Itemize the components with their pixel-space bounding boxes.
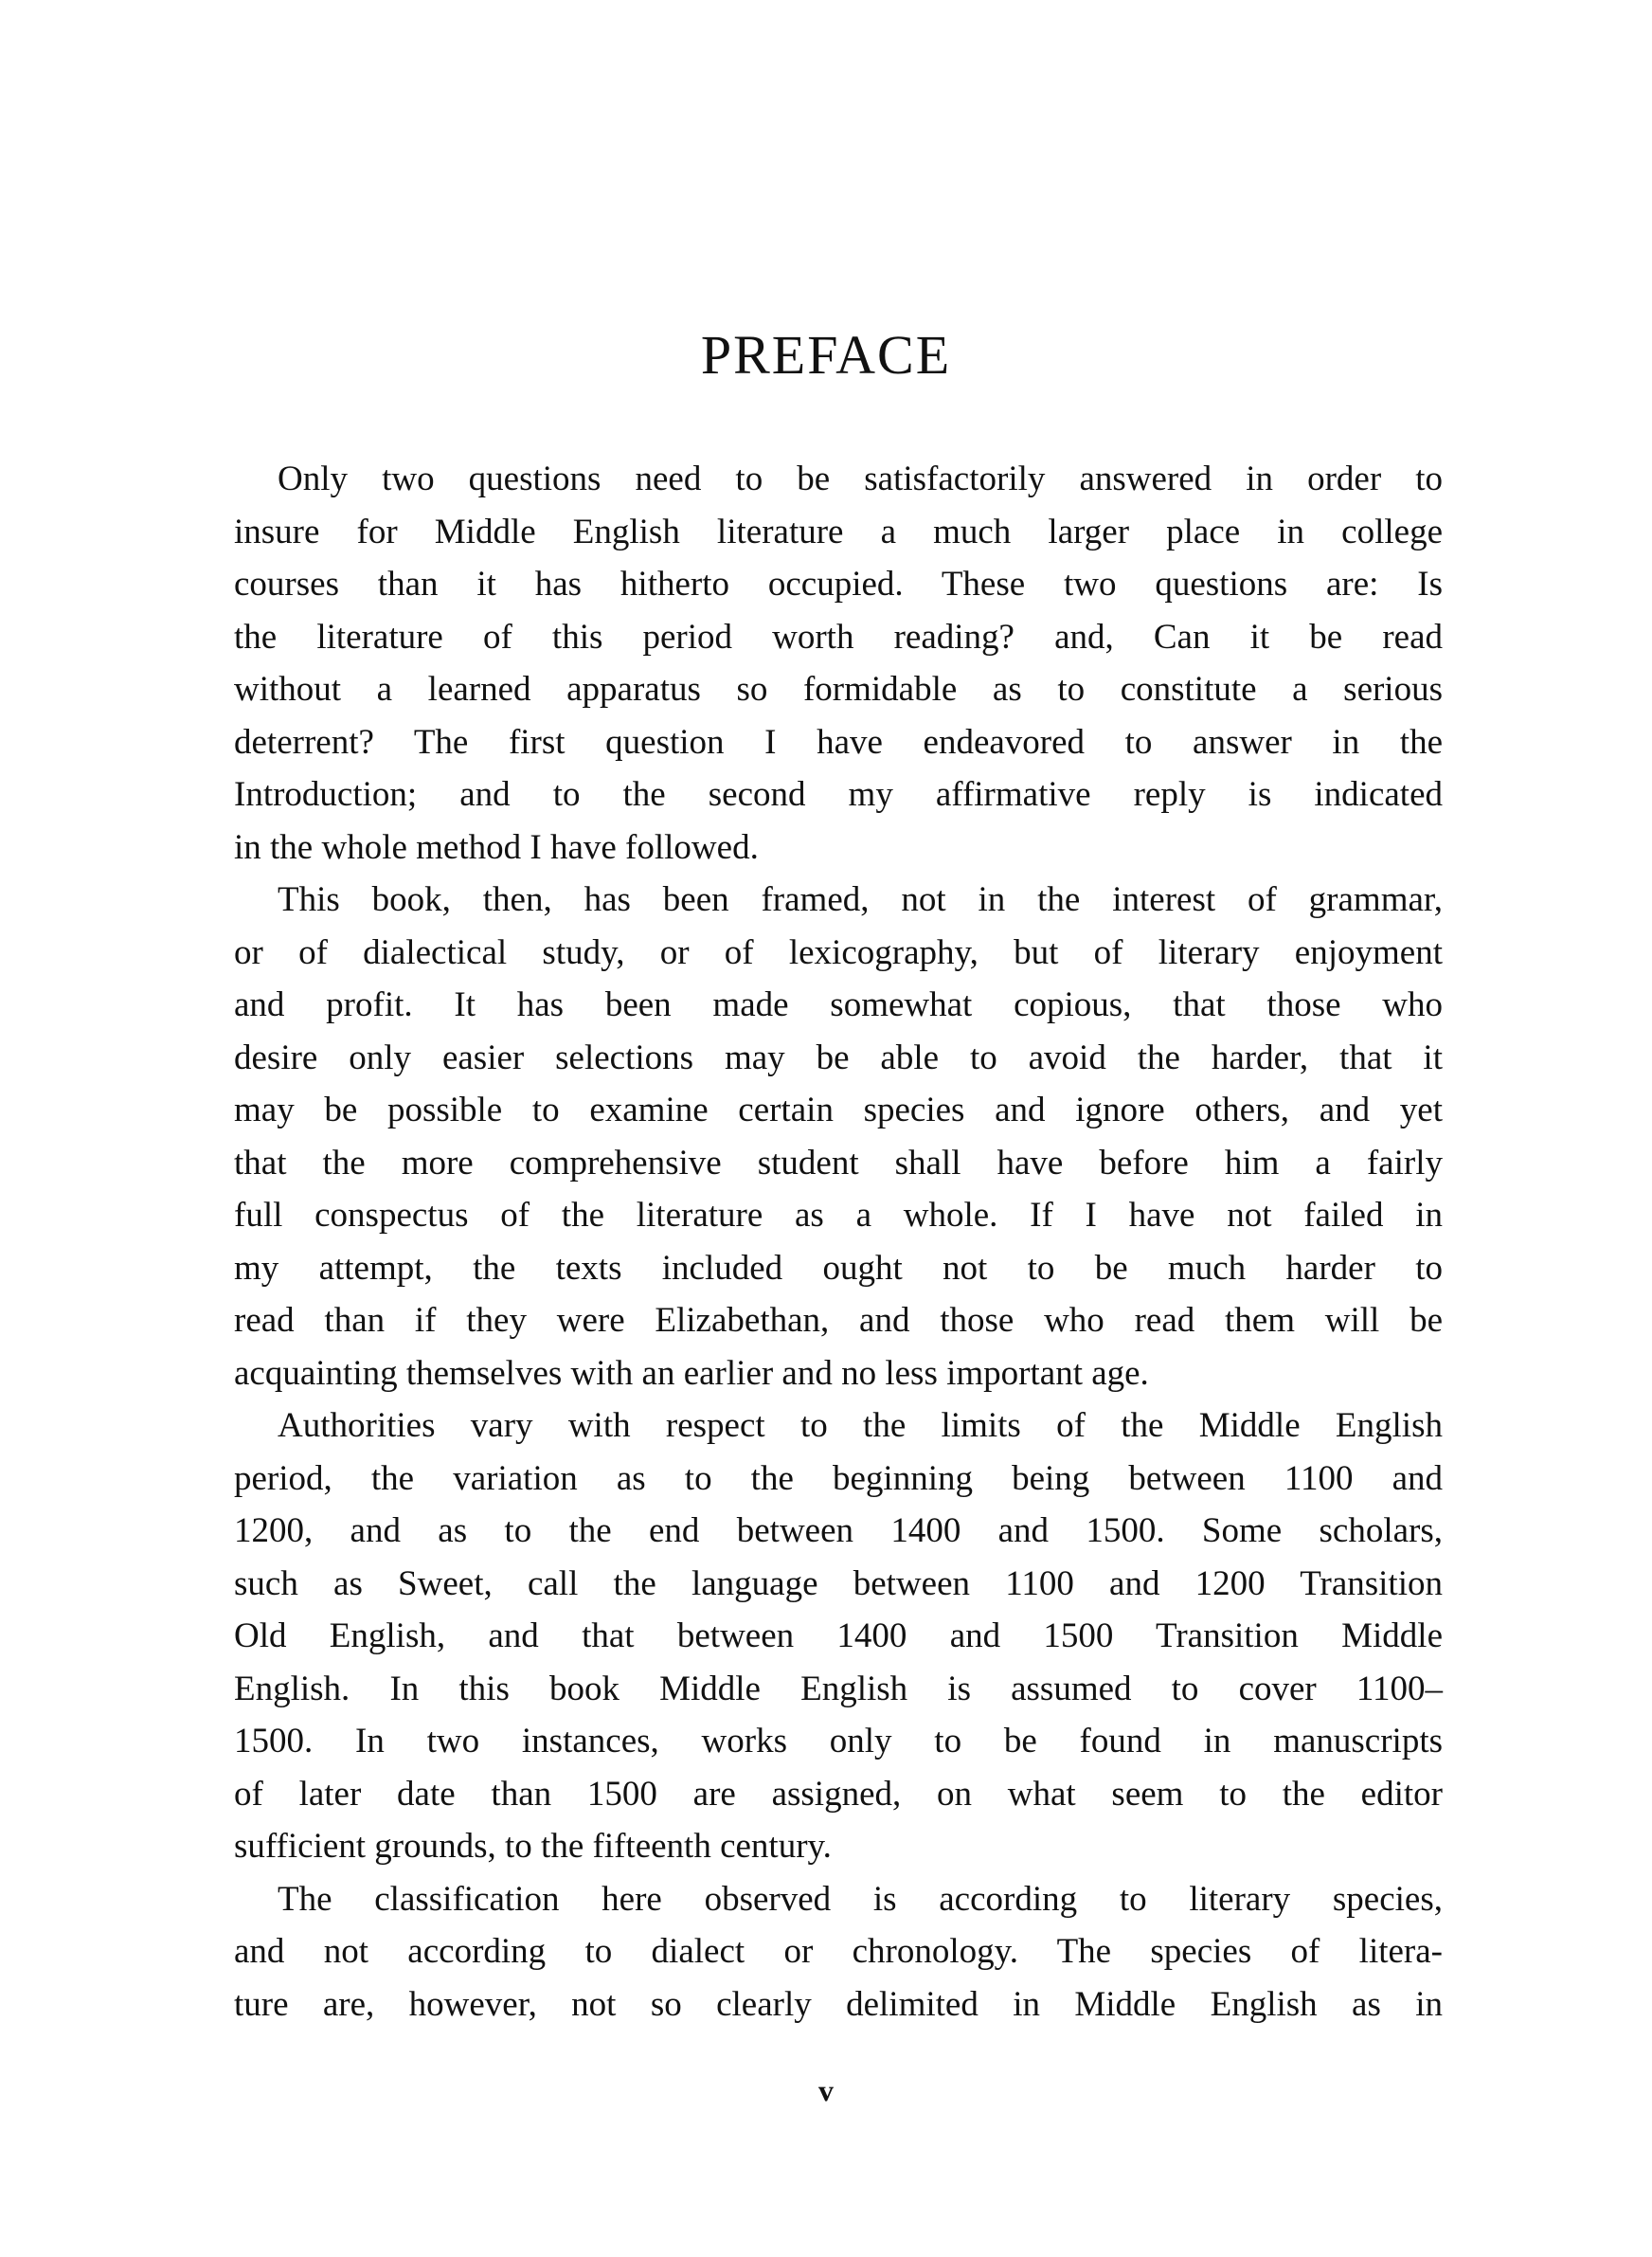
text-line: desire only easier selections may be able to avoid the harder, that it xyxy=(234,1038,1443,1077)
paragraph-4 xyxy=(234,1873,1443,2031)
text-line: may be possible to examine certain species and ignore others, and yet xyxy=(234,1091,1443,1129)
text-line: English. In this book Middle English is assumed to cover 1100– xyxy=(234,1669,1443,1708)
text-line: my attempt, the texts included ought not to be much harder to xyxy=(234,1248,1443,1288)
text-line: Only two questions need to be satisfactorily answered in order to xyxy=(278,460,1443,498)
text-line: period, the variation as to the beginning being between 1100 and xyxy=(234,1458,1443,1498)
text-line: without a learned apparatus so formidable as to constitute a serious xyxy=(234,670,1443,709)
text-line: and profit. It has been made somewhat copious, that those who xyxy=(234,985,1443,1024)
text-line: 1500. In two instances, works only to be found in manuscripts xyxy=(234,1722,1443,1760)
text-line: deterrent? The first question I have endeavored to answer in the xyxy=(234,722,1443,762)
text-line: 1200, and as to the end between 1400 and 1500. Some scholars, xyxy=(234,1511,1443,1550)
text-line: courses than it has hitherto occupied. These two questions are: Is xyxy=(234,565,1443,604)
text-line: sufficient grounds, to the fifteenth century. xyxy=(234,1827,832,1866)
text-line: read than if they were Elizabethan, and those who read them will be xyxy=(234,1301,1443,1340)
text-line: acquainting themselves with an earlier and no less important age. xyxy=(234,1353,1149,1393)
text-line: Old English, and that between 1400 and 1500 Transition Middle xyxy=(234,1616,1443,1655)
text-line: the literature of this period worth reading? and, Can it be read xyxy=(234,617,1443,657)
text-line: full conspectus of the literature as a whole. If I have not failed in xyxy=(234,1196,1443,1235)
paragraph-1 xyxy=(234,453,1443,874)
paragraph-2 xyxy=(234,874,1443,1399)
text-line: in the whole method I have followed. xyxy=(234,827,759,867)
text-line: Introduction; and to the second my affirmative reply is indicated xyxy=(234,775,1443,814)
text-line: such as Sweet, call the language between 1100 and 1200 Transition xyxy=(234,1563,1443,1603)
text-line: of later date than 1500 are assigned, on what seem to the editor xyxy=(234,1774,1443,1814)
text-line: that the more comprehensive student shall have before him a fairly xyxy=(234,1143,1443,1183)
text-line: This book, then, has been framed, not in the interest of grammar, xyxy=(278,880,1443,919)
page-title: PREFACE xyxy=(700,324,952,386)
text-line: The classification here observed is according to literary species, xyxy=(278,1879,1443,1919)
text-line: and not according to dialect or chronology. The species of litera- xyxy=(234,1932,1443,1971)
text-line: ture are, however, not so clearly delimited in Middle English as in xyxy=(234,1984,1443,2024)
text-line: Authorities vary with respect to the limits of the Middle English xyxy=(278,1406,1443,1445)
text-line: insure for Middle English literature a much larger place in college xyxy=(234,512,1443,551)
text-line: or of dialectical study, or of lexicography, but of literary enjoyment xyxy=(234,932,1443,972)
paragraph-3 xyxy=(234,1399,1443,1873)
preface-body xyxy=(234,453,1443,2031)
page-number: v xyxy=(818,2073,834,2107)
